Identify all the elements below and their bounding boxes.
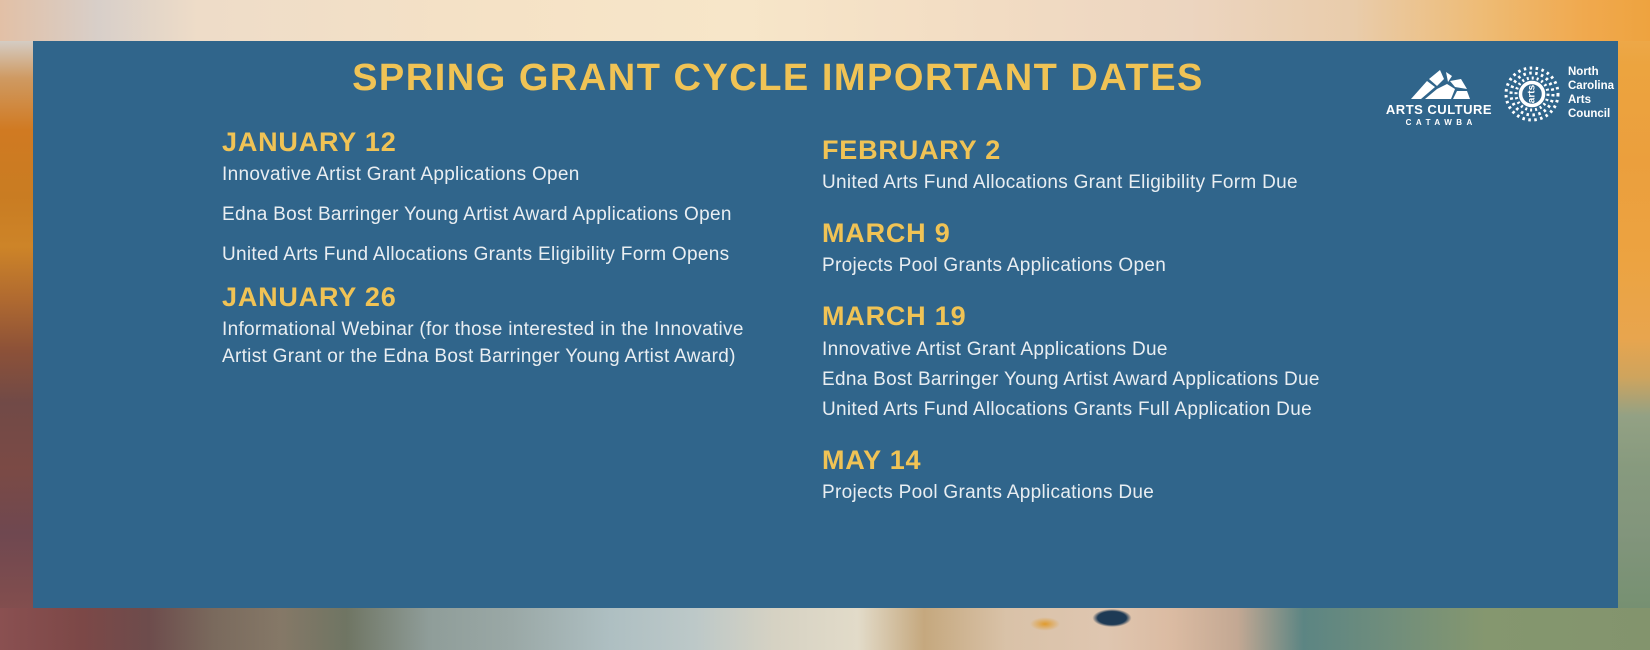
poster-panel (33, 41, 1618, 608)
date-heading: MARCH 9 (822, 218, 951, 249)
poster-title: SPRING GRANT CYCLE IMPORTANT DATES (352, 57, 1204, 99)
date-heading: MAY 14 (822, 444, 922, 475)
date-item: United Arts Fund Allocations Grants Eligibility Form Opens (222, 244, 730, 266)
date-item: United Arts Fund Allocations Grants Full Application Due (822, 398, 1312, 420)
date-section-january-26 (222, 282, 767, 371)
date-item: Edna Bost Barringer Young Artist Award Applications Open (222, 204, 732, 226)
date-section-march-19 (822, 301, 1597, 423)
date-heading: MARCH 19 (822, 301, 967, 332)
background-painting-top (0, 0, 1650, 41)
background-painting-left (0, 0, 33, 650)
arts-badge-icon (1503, 65, 1561, 123)
dates-column-right (822, 135, 1597, 528)
nc-arts-council-wordmark (1568, 66, 1614, 121)
date-item: Innovative Artist Grant Applications Due (822, 338, 1168, 360)
date-section-march-9 (822, 218, 1597, 280)
date-heading: FEBRUARY 2 (822, 135, 1002, 165)
catawba-logo-line2: CATAWBA (1405, 118, 1477, 127)
nc-arts-council-logo (1503, 65, 1614, 123)
catawba-logo-line1: ARTS CULTURE (1385, 102, 1493, 117)
background-painting-right (1618, 0, 1650, 650)
date-section-january-12 (222, 127, 767, 269)
date-item: Innovative Artist Grant Applications Open (222, 164, 580, 186)
nc-line: Carolina (1568, 80, 1615, 93)
nc-line: Council (1568, 107, 1611, 120)
date-section-may-14 (822, 445, 1597, 507)
background-painting-bottom (0, 608, 1650, 650)
date-item: Edna Bost Barringer Young Artist Award Applications Due (822, 368, 1320, 390)
date-heading: JANUARY 12 (222, 127, 397, 157)
date-item: Informational Webinar (for those interested in the Innovative Artist Grant or the Edna Bost Barringer Young Artist Award) (222, 319, 744, 368)
nc-line: Arts (1568, 94, 1592, 106)
date-item: Projects Pool Grants Applications Open (822, 255, 1167, 277)
catawba-logo (1381, 67, 1497, 127)
mountain-icon (1407, 67, 1471, 101)
nc-line: North (1568, 66, 1599, 79)
dates-column-left (222, 127, 767, 384)
date-section-february-2 (822, 135, 1597, 197)
date-item: Projects Pool Grants Applications Due (822, 481, 1155, 503)
date-item: United Arts Fund Allocations Grant Eligibility Form Due (822, 172, 1298, 194)
arts-badge-text: arts (1526, 84, 1538, 104)
date-heading: JANUARY 26 (222, 282, 397, 313)
